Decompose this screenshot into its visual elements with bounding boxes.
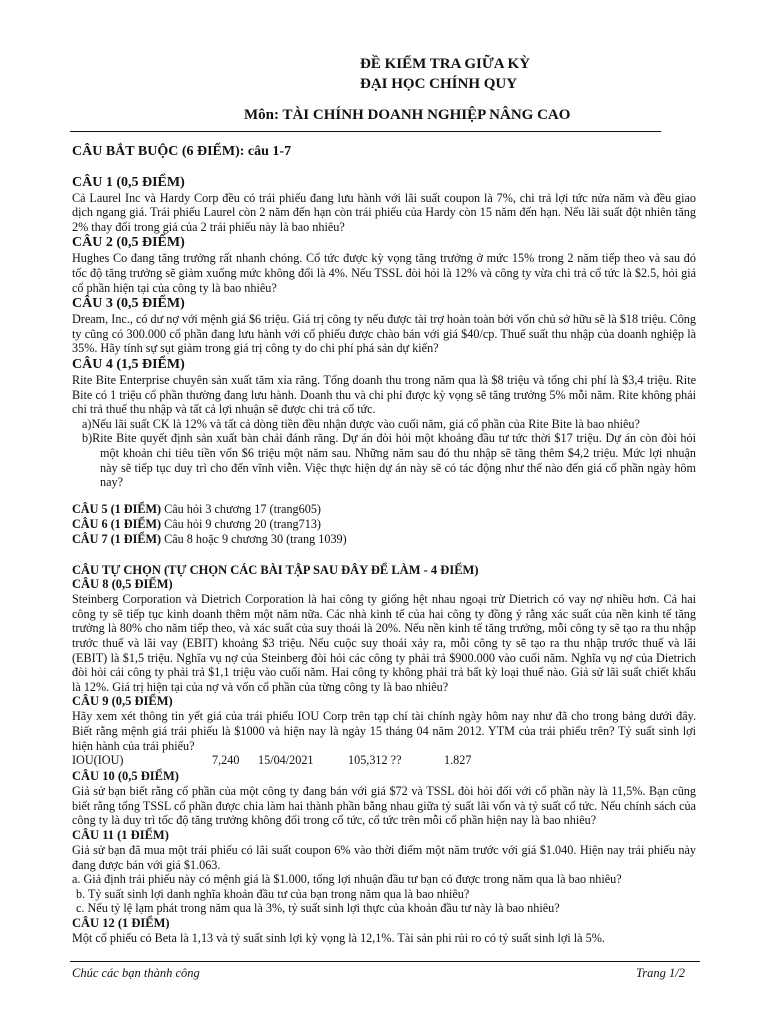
bond-name: IOU(IOU) [72,753,124,768]
question-11-part-c: c. Nếu tỷ lệ lạm phát trong năm qua là 3%, tỷ suất sinh lợi thực của khoản đầu tư này là bao nhiêu? [76,901,560,916]
page-number: Trang 1/2 [636,966,685,980]
question-4-part-a: a)Nếu lãi suất CK là 12% và tất cả dòng tiền đều nhận được vào cuối năm, giá cổ phần của Rite Bite là bao nhiêu? [82,416,640,431]
question-3-text: Dream, Inc., có dư nợ với mệnh giá $6 triệu. Giá trị công ty nếu được tài trợ hoàn toàn bởi vốn chủ sở hữu sẽ là $18 triệu. Công ty cũng có 300.000 cổ phần đang lưu hành với cổ phiếu được chào bán với giá $40/cp. Thuế suất thu nhập của doanh nghiệp là 35%. Hãy tính sự sụt giảm trong giá trị công ty do chi phí phá sản dự kiến? [72,312,696,356]
question-1-text: Cả Laurel Inc và Hardy Corp đều có trái phiếu đang lưu hành với lãi suất coupon là 7%, chi trả lợi tức nửa năm và đều giao dịch ngang giá. Trái phiếu Laurel còn 2 năm đến hạn còn trái phiếu của Hardy còn 15 năm đến hạn. Nếu lãi suất đột nhiên tăng 2% thay đổi trong giá của 2 trái phiếu này là bao nhiêu? [72,190,696,234]
question-11-part-b: b. Tỷ suất sinh lợi danh nghĩa khoản đầu tư của bạn trong năm qua là bao nhiêu? [76,886,470,901]
question-5: CÂU 5 (1 ĐIỂM) Câu hỏi 3 chương 17 (trang605) [72,501,321,516]
bond-change: 1.827 [444,753,472,768]
question-2-text: Hughes Co đang tăng trưởng rất nhanh chóng. Cổ tức được kỳ vọng tăng trưởng ở mức 15% trong 2 năm tiếp theo và sau đó tốc độ tăng trưởng sẽ giảm xuống mức không đổi là 4%. Nếu TSSL đòi hỏi là 12% và công ty vừa chi trả cổ tức là $2.5, hỏi giá cổ phần hiện tại của công ty là bao nhiêu? [72,251,696,295]
footer-divider [70,961,700,962]
question-8-title: CÂU 8 (0,5 ĐIỂM) [72,577,173,592]
question-3-title: CÂU 3 (0,5 ĐIỂM) [72,296,185,312]
question-7: CÂU 7 (1 ĐIỂM) Câu 8 hoặc 9 chương 30 (trang 1039) [72,531,347,546]
question-1-title: CÂU 1 (0,5 ĐIỂM) [72,174,185,190]
question-11-part-a: a. Giả định trái phiếu này có mệnh giá là $1.000, tổng lợi nhuận đầu tư bạn có được trong năm qua là bao nhiêu? [72,872,622,887]
optional-section-title: CÂU TỰ CHỌN (TỰ CHỌN CÁC BÀI TẬP SAU ĐÂY ĐỂ LÀM - 4 ĐIỂM) [72,562,479,577]
question-9-title: CÂU 9 (0,5 ĐIỂM) [72,694,173,709]
bond-quote-row [72,753,696,769]
question-11-title: CÂU 11 (1 ĐIỂM) [72,828,169,842]
question-12-title: CÂU 12 (1 ĐIỂM) [72,915,170,930]
question-4-text: Rite Bite Enterprise chuyên sản xuất tăm xỉa răng. Tổng doanh thu trong năm qua là $8 triệu và tổng chi phí là $3,4 triệu. Rite Bite có 1 triệu cổ phần thường đang lưu hành. Doanh thu và chi phí được kỳ vọng sẽ tăng trưởng 5% mỗi năm. Rite không phải chi trả thuế thu nhập và tất cả lợi nhuận sẽ được chi trả cổ tức. [72,372,696,417]
bond-coupon: 7,240 [212,753,240,768]
question-6: CÂU 6 (1 ĐIỂM) Câu hỏi 9 chương 20 (trang713) [72,516,321,531]
question-8-text: Steinberg Corporation và Dietrich Corporation là hai công ty giống hệt nhau ngoại trừ Dietrich có vay nợ nhiều hơn. Cả hai công ty sẽ tiếp tục kinh doanh thêm một năm nữa. Các nhà kinh tế của hai công ty đồng ý rằng xác suất của nền kinh tế tăng trưởng là 80% cho năm tiếp theo, và xác suất của suy thoái là 20%. Nếu nền kinh tế tăng trưởng, mỗi công ty sẽ tạo ra thu nhập trước thuế và lãi vay (EBIT) khoảng $3 triệu. Nếu cuộc suy thoái xảy ra, mỗi công ty sẽ tạo ra thu nhập trước thuế và lãi (EBIT) là $1,5 triệu. Nghĩa vụ nợ của Steinberg đòi hỏi các công ty phải trả $900.000 vào cuối năm. Nghĩa vụ nợ của Dietrich đòi hỏi cái công ty phải trả $1,1 triệu vào cuối năm. Hai công ty không phải trả bất kỳ loại thuế nào. Giả sử lãi suất chiết khấu là 12%. Giá trị hiện tại của nợ và vốn cổ phần của từng công ty là bao nhiêu? [72,592,696,694]
bond-price: 105,312 ?? [348,753,402,768]
question-10-title: CÂU 10 (0,5 ĐIỂM) [72,769,179,784]
question-4-part-b: b)Rite Bite quyết định sản xuất bàn chải đánh răng. Dự án đòi hỏi một khoảng đầu tư tức thời $17 triệu. Dự án còn đòi hỏi một khoản chi tiêu tiền vốn $6 triệu một năm sau. Những năm sau đó thu nhập sẽ tăng thêm $4,2 triệu. Mức lợi nhuận này sẽ tiếp tục duy trì cho đến vĩnh viễn. Việc thực hiện dự án này sẽ có tác động như thế nào đến giá cổ phần ngày hôm nay? [82,431,696,490]
exam-content [72,143,696,946]
footer-greeting: Chúc các bạn thành công [72,966,200,980]
question-2-title: CÂU 2 (0,5 ĐIỂM) [72,235,185,251]
exam-page: ĐỀ KIỂM TRA GIỮA KỲ ĐẠI HỌC CHÍNH QUY Môn: TÀI CHÍNH DOANH NGHIỆP NÂNG CAO CÂU BẮT BUỘC (6 ĐIỂM): câu 1-7 CÂU 1 (0,5 ĐIỂM) Cả Laurel Inc và Hardy Corp đều có trái phiếu đang lưu hành với lãi suất coupon là 7%, chi trả lợi tức nửa năm và đều giao dịch ngang giá. Trái phiếu Laurel còn 2 năm đến hạn còn trái phiếu của Hardy còn 15 năm đến hạn. Nếu lãi suất đột nhiên tăng 2% thay đổi trong giá của 2 trái phiếu này là bao nhiêu? CÂU 2 (0,5 ĐIỂM) Hughes Co đang tăng trưởng rất nhanh chóng. Cổ tức được kỳ vọng tăng trưởng ở mức 15% trong 2 năm tiếp theo và sau đó tốc độ tăng trưởng sẽ giảm xuống mức không đổi là 4%. Nếu TSSL đòi hỏi là 12% và công ty vừa chi trả cổ tức là $2.5, hỏi giá cổ phần hiện tại của công ty là bao nhiêu? CÂU 3 (0,5 ĐIỂM) Dream, Inc., có dư nợ với mệnh giá $6 triệu. Giá trị công ty nếu được tài trợ hoàn toàn bởi vốn chủ sở hữu sẽ là $18 triệu. Công ty cũng có 300.000 cổ phần đang lưu hành với cổ phiếu được chào bán với giá $40/cp. Thuế suất thu nhập của doanh nghiệp là 35%. Hãy tính sự sụt giảm trong giá trị công ty do chi phí phá sản dự kiến? CÂU 4 (1,5 ĐIỂM) Rite Bite Enterprise chuyên sản xuất tăm xỉa răng. Tổng doanh thu trong năm qua là $8 triệu và tổng chi phí là $3,4 triệu. Rite Bite có 1 triệu cổ phần thường đang lưu hành. Doanh thu và chi phí được kỳ vọng sẽ tăng trưởng 5% mỗi năm. Rite không phải chi trả thuế thu nhập và tất cả lợi nhuận sẽ được chi trả cổ tức. a)Nếu lãi suất CK là 12% và tất cả dòng tiền đều nhận được vào cuối năm, giá cổ phần của Rite Bite là bao nhiêu? b)Rite Bite quyết định sản xuất bàn chải đánh răng. Dự án đòi hỏi một khoảng đầu tư tức thời $17 triệu. Dự án còn đòi hỏi một khoản chi tiêu tiền vốn $6 triệu một năm sau. Những năm sau đó thu nhập sẽ tăng thêm $4,2 triệu. Mức lợi nhuận này sẽ tiếp tục duy trì cho đến vĩnh viễn. Việc thực hiện dự án này sẽ có tác động như thế nào đến giá cổ phần ngày hôm nay? CÂU 5 (1 ĐIỂM) Câu hỏi 3 chương 17 (trang605) CÂU 6 (1 ĐIỂM) Câu hỏi 9 chương 20 (trang713) CÂU 7 (1 ĐIỂM) Câu 8 hoặc 9 chương 30 (trang 1039) CÂU TỰ CHỌN (TỰ CHỌN CÁC BÀI TẬP SAU ĐÂY ĐỂ LÀM - 4 ĐIỂM) CÂU 8 (0,5 ĐIỂM) Steinberg Corporation và Dietrich Corporation là hai công ty giống hệt nhau ngoại trừ Dietrich có vay nợ nhiều hơn. Cả hai công ty sẽ tiếp tục kinh doanh thêm một năm nữa. Các nhà kinh tế của hai công ty đồng ý rằng xác suất của nền kinh tế tăng trưởng là 80% cho năm tiếp theo, và xác suất của suy thoái là 20%. Nếu nền kinh tế tăng trưởng, mỗi công ty sẽ tạo ra thu nhập trước thuế và lãi vay (EBIT) khoảng $3 triệu. Nếu cuộc suy thoái xảy ra, mỗi công ty sẽ tạo ra thu nhập trước thuế và lãi (EBIT) là $1,5 triệu. Nghĩa vụ nợ của Steinberg đòi hỏi các công ty phải trả $900.000 vào cuối năm. Nghĩa vụ nợ của Dietrich đòi hỏi cái công ty phải trả $1,1 triệu vào cuối năm. Hai công ty không phải trả bất kỳ loại thuế nào. Giả sử lãi suất chiết khấu là 12%. Giá trị hiện tại của nợ và vốn cổ phần của từng công ty là bao nhiêu? CÂU 9 (0,5 ĐIỂM) Hãy xem xét thông tin yết giá của trái phiếu IOU Corp trên tạp chí tài chính ngày hôm nay như đã cho trong bảng dưới đây. Biết rằng mệnh giá trái phiếu là $1000 và hiện nay là ngày 15 tháng 04 năm 2012. YTM của trái phiếu trên? Tỷ suất sinh lợi hiện hành của trái phiếu? IOU(IOU) 7,240 15/04/2021 105,312 ?? 1.827 CÂU 10 (0,5 ĐIỂM) Giả sử bạn biết rằng cổ phần của một công ty đang bán với giá $72 và TSSL đòi hỏi đối với cổ phần này là 11,5%. Bạn cũng biết rằng tổng TSSL cổ phần được chia làm hai thành phần bằng nhau giữa tỷ suất lãi vốn và tỷ suất cổ tức. Nếu chính sách của công ty là duy trì tốc độ tăng trưởng không đổi trong cổ tức, cổ tức trên mỗi cổ phần hiện nay là bao nhiêu? CÂU 11 (1 ĐIỂM) Giả sử bạn đã mua một trái phiếu có lãi suất coupon 6% vào thời điểm một năm trước với giá $1.040. Hiện nay trái phiếu này đang được bán với giá $1.063. a. Giả định trái phiếu này có mệnh giá là $1.000, tổng lợi nhuận đầu tư bạn có được trong năm qua là bao nhiêu? b. Tỷ suất sinh lợi danh nghĩa khoản đầu tư của bạn trong năm qua là bao nhiêu? c. Nếu tỷ lệ lạm phát trong năm qua là 3%, tỷ suất sinh lợi thực của khoản đầu tư này là bao nhiêu? CÂU 12 (1 ĐIỂM) Một cổ phiếu có Beta là 1,13 và tỷ suất sinh lợi kỳ vọng là 12,1%. Tài sản phi rủi ro có tỷ suất sinh lợi là 5%. Chúc các bạn thành công Trang 1/2 [0,0,768,1024]
question-12-text: Một cổ phiếu có Beta là 1,13 và tỷ suất sinh lợi kỳ vọng là 12,1%. Tài sản phi rủi ro có tỷ suất sinh lợi là 5%. [72,930,605,945]
reference-questions [72,502,696,547]
header-divider [70,131,661,132]
question-10-text: Giả sử bạn biết rằng cổ phần của một công ty đang bán với giá $72 và TSSL đòi hỏi đối với cổ phần này là 11,5%. Bạn cũng biết rằng tổng TSSL cổ phần được chia làm hai thành phần bằng nhau giữa tỷ suất lãi vốn và tỷ suất cổ tức. Nếu chính sách của công ty là duy trì tốc độ tăng trưởng không đổi trong cổ tức, cổ tức trên mỗi cổ phần hiện nay là bao nhiêu? [72,784,696,828]
bond-maturity: 15/04/2021 [258,753,314,768]
question-9-text: Hãy xem xét thông tin yết giá của trái phiếu IOU Corp trên tạp chí tài chính ngày hôm nay như đã cho trong bảng dưới đây. Biết rằng mệnh giá trái phiếu là $1000 và hiện nay là ngày 15 tháng 04 năm 2012. YTM của trái phiếu trên? Tỷ suất sinh lợi hiện hành của trái phiếu? [72,709,696,753]
question-11-text: Giả sử bạn đã mua một trái phiếu có lãi suất coupon 6% vào thời điểm một năm trước với giá $1.040. Hiện nay trái phiếu này đang được bán với giá $1.063. [72,843,696,872]
required-section-title: CÂU BẮT BUỘC (6 ĐIỂM): câu 1-7 [72,144,292,159]
question-4-title: CÂU 4 (1,5 ĐIỂM) [72,356,185,372]
subject-title: Môn: TÀI CHÍNH DOANH NGHIỆP NÂNG CAO [244,107,571,123]
